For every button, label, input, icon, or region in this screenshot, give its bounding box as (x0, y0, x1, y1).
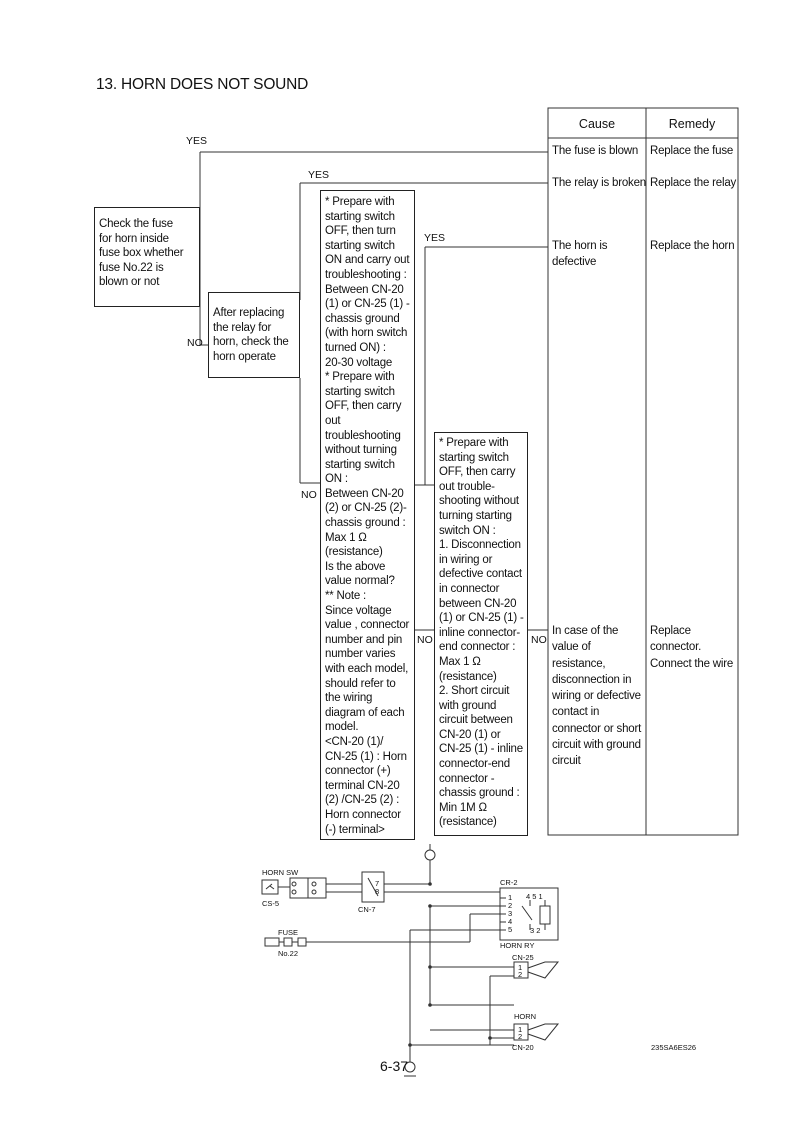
cr2-label: CR-2 (500, 878, 518, 887)
relay-pin-2: 2 (508, 901, 513, 910)
remedy-replace-horn: Replace the horn (650, 240, 735, 252)
cn20-label: CN-20 (512, 1043, 534, 1052)
horn-label: HORN (514, 1012, 537, 1021)
no-label-box3: NO (417, 634, 433, 646)
voltage-check-box: * Prepare with starting switch OFF, then turn starting switch ON and carry out troubleshooting : Between CN-20 (1) or CN-25 (1) - chassis ground (with horn switch turned ON) : 20-30 voltage * Prepare with starting switch OFF, then carry out troubleshooting without turning starting switch ON : Between CN-20 (2) or CN-25 (2)- chassis ground : Max 1 Ω (resistance) Is the above value normal? ** Note : Since voltage value , connector number and pin number varies with each model, should refer to the wiring diagram of each model. <CN-20 (1)/ CN-25 (1) : Horn connector (+) terminal CN-20 (2) /CN-25 (2) : Horn connector (-) terminal> (320, 190, 415, 840)
no-label-box4: NO (531, 634, 547, 646)
cause-horn-defective: The horn is defective (552, 240, 608, 269)
cs5-label: CS-5 (262, 899, 280, 908)
relay-pin-1: 1 (508, 893, 513, 902)
cause-relay-broken: The relay is broken (552, 177, 646, 189)
horn2-pin-2: 2 (518, 1032, 523, 1041)
cn7-pin-7: 7 (375, 879, 380, 888)
horn-ry-label: HORN RY (500, 941, 535, 950)
relay-pins-top: 4 5 1 (526, 892, 543, 901)
cause-wiring-fault: In case of the value of resistance, disconnection in wiring or defective contact in connector or short circuit with ground circuit (552, 625, 642, 768)
fuse-label: FUSE (278, 928, 299, 937)
yes-label-fuse: YES (186, 135, 208, 147)
fuse-number-label: No.22 (278, 949, 299, 958)
check-fuse-box: Check the fuse for horn inside fuse box whether fuse No.22 is blown or not (94, 207, 200, 307)
page-title: 13. HORN DOES NOT SOUND (96, 76, 309, 93)
remedy-replace-connector: Replace connector. Connect the wire (650, 625, 734, 670)
yes-label-horn: YES (424, 232, 446, 244)
table-header-cause: Cause (578, 117, 616, 131)
relay-pins-bottom: 3 2 (530, 926, 541, 935)
horn-sw-label: HORN SW (262, 868, 299, 877)
remedy-replace-fuse: Replace the fuse (650, 145, 734, 157)
no-label-box2: NO (301, 489, 317, 501)
page-number: 6-37 (380, 1058, 409, 1074)
cn25-label: CN-25 (512, 953, 534, 962)
horn2-pin-1: 1 (518, 1025, 523, 1034)
figure-code: 235SA6ES26 (651, 1043, 697, 1052)
horn-pin-2: 2 (518, 970, 523, 979)
cn7-label: CN-7 (358, 905, 376, 914)
cn7-pin-8: 8 (375, 887, 380, 896)
horn-pin-1: 1 (518, 963, 523, 972)
wiring-check-box: * Prepare with starting switch OFF, then carry out trouble- shooting without turning starting switch ON : 1. Disconnection in wiring or defective contact in connector between CN-20 (1) or CN-25 (1) - inline connector- end connector : Max 1 Ω (resistance) 2. Short circuit with ground circuit between CN-20 (1) or CN-25 (1) - inline connector-end connector - chassis ground : Min 1M Ω (resistance) (434, 432, 528, 836)
remedy-replace-relay: Replace the relay (650, 177, 737, 189)
relay-pin-3: 3 (508, 909, 513, 918)
relay-pin-5: 5 (508, 925, 513, 934)
no-label-box1: NO (187, 337, 203, 349)
yes-label-relay: YES (308, 169, 330, 181)
replace-relay-box: After replacing the relay for horn, check the horn operate (208, 292, 300, 378)
relay-pin-4: 4 (508, 917, 513, 926)
table-header-remedy: Remedy (668, 117, 716, 131)
cause-fuse-blown: The fuse is blown (552, 145, 639, 157)
